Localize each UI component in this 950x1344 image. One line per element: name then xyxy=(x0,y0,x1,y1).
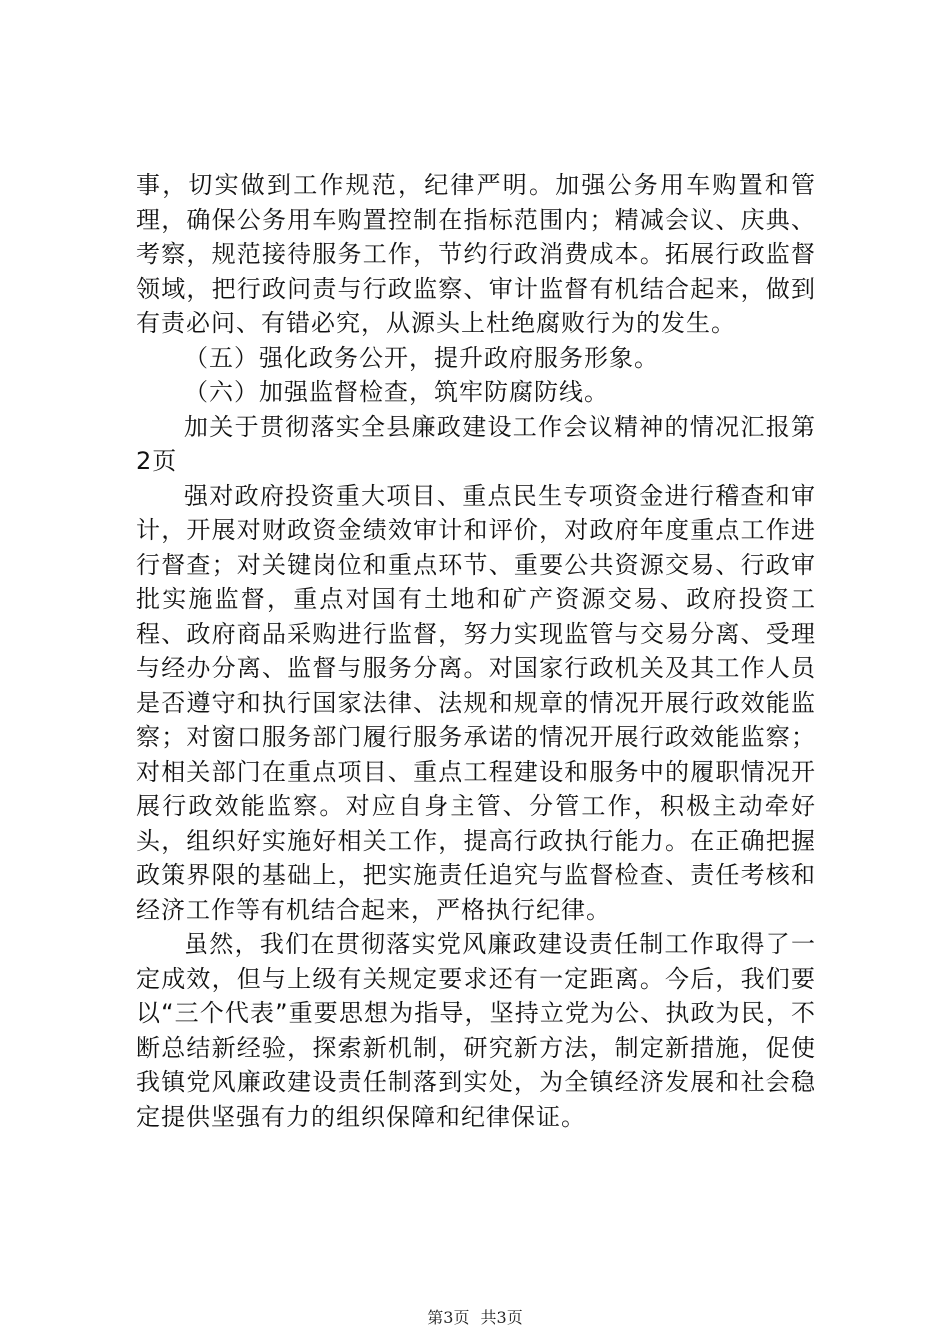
paragraph-supervision: 强对政府投资重大项目、重点民生专项资金进行稽查和审计，开展对财政资金绩效审计和评价，对政府年度重点工作进行督查；对关键岗位和重点环节、重要公共资源交易、行政审批实施监督，重点对国有土地和矿产资源交易、政府投资工程、政府商品采购进行监督，努力实现监管与交易分离、受理与经办分离、监督与服务分离。对国家行政机关及其工作人员是否遵守和执行国家法律、法规和规章的情况开展行政效能监察；对窗口服务部门履行服务承诺的情况开展行政效能监察；对相关部门在重点项目、重点工程建设和服务中的履职情况开展行政效能监察。对应自身主管、分管工作，积极主动牵好头，组织好实施好相关工作，提高行政执行能力。在正确把握政策界限的基础上，把实施责任追究与监督检查、责任考核和经济工作等有机结合起来，严格执行纪律。 xyxy=(136,481,816,924)
paragraph-item-six: （六）加强监督检查，筑牢防腐防线。 xyxy=(184,378,609,406)
document-body xyxy=(136,168,816,1134)
page-total: 共3页 xyxy=(480,1308,523,1327)
page-number: 第3页 xyxy=(427,1308,470,1327)
paragraph-continuation: 事，切实做到工作规范，纪律严明。加强公务用车购置和管理，确保公务用车购置控制在指标范围内；精减会议、庆典、考察，规范接待服务工作，节约行政消费成本。拓展行政监督领域，把行政问责与行政监察、审计监督有机结合起来，做到有责必问、有错必究，从源头上杜绝腐败行为的发生。 xyxy=(136,171,816,337)
page-footer xyxy=(0,1305,950,1328)
paragraph-report-title-line: 加关于贯彻落实全县廉政建设工作会议精神的情况汇报第2页 xyxy=(136,412,816,475)
paragraph-item-five: （五）强化政务公开，提升政府服务形象。 xyxy=(184,343,659,372)
paragraph-conclusion: 虽然，我们在贯彻落实党风廉政建设责任制工作取得了一定成效，但与上级有关规定要求还有一定距离。今后，我们要以“三个代表”重要思想为指导，坚持立党为公、执政为民，不断总结新经验，探索新机制，研究新方法，制定新措施，促使我镇党风廉政建设责任制落到实处，为全镇经济发展和社会稳定提供坚强有力的组织保障和纪律保证。 xyxy=(136,930,816,1131)
